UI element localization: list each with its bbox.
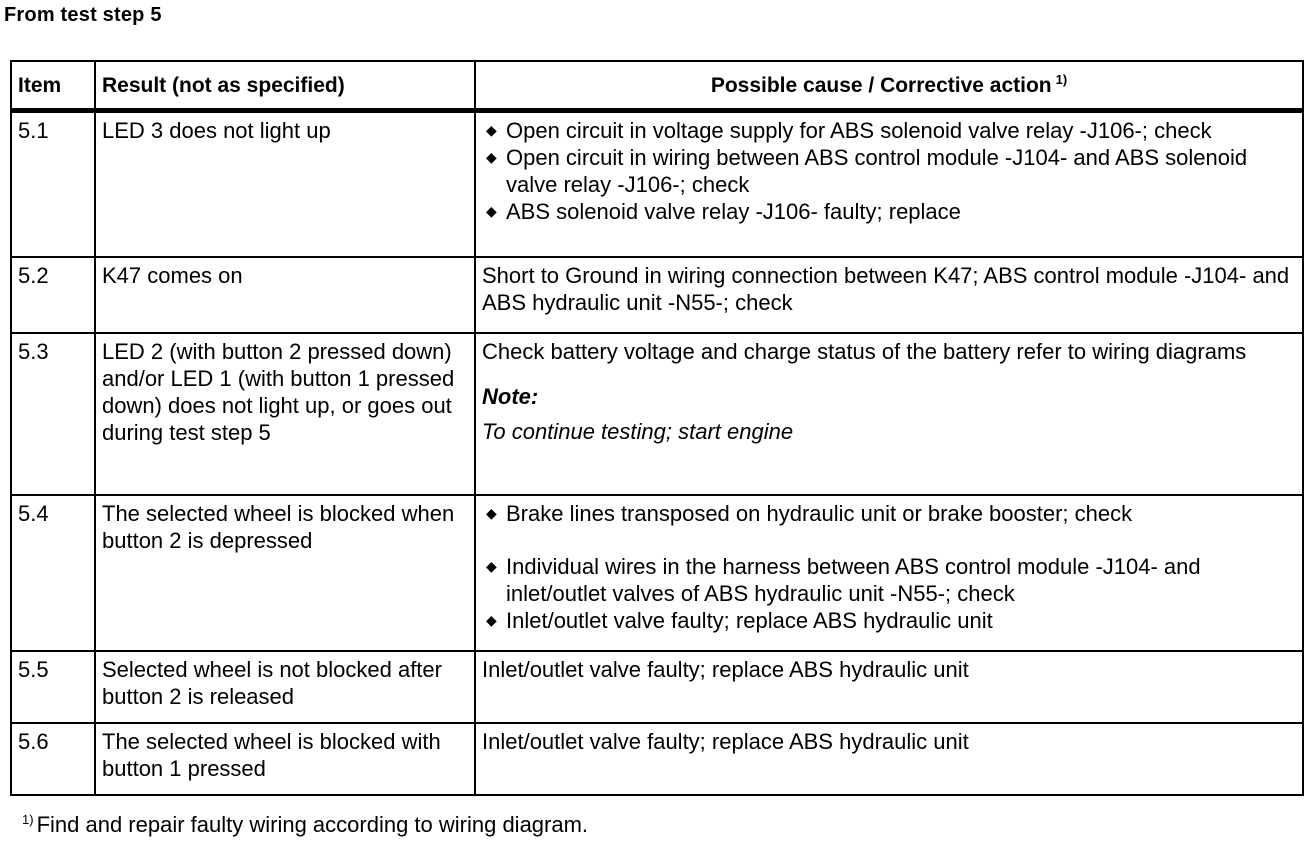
header-cause-label: Possible cause / Corrective action bbox=[710, 74, 1052, 97]
list-item bbox=[482, 500, 1296, 527]
list-item-text: Open circuit in wiring between ABS control module -J104- and ABS solenoid valve relay -J106-; check bbox=[506, 145, 1248, 197]
result-cell: The selected wheel is blocked when button 2 is depressed bbox=[95, 495, 475, 651]
footnote-text: Find and repair faulty wiring according to wiring diagram. bbox=[36, 812, 589, 837]
diamond-bullet-icon: ◆ bbox=[486, 149, 497, 165]
page-heading: From test step 5 bbox=[4, 4, 162, 26]
table-row bbox=[11, 723, 1303, 795]
result-cell: LED 2 (with button 2 pressed down) and/or LED 1 (with button 1 pressed down) does not light up, or goes out during test step 5 bbox=[95, 333, 475, 495]
note-title: Note: bbox=[482, 383, 539, 409]
cause-text: Check battery voltage and charge status of the battery refer to wiring diagrams bbox=[482, 338, 1247, 364]
list-item bbox=[482, 117, 1296, 144]
list-item bbox=[482, 553, 1296, 607]
cause-cell: Short to Ground in wiring connection between K47; ABS control module -J104- and ABS hydraulic unit -N55-; check bbox=[475, 257, 1303, 333]
list-item bbox=[482, 198, 1296, 225]
cause-cell: Inlet/outlet valve faulty; replace ABS hydraulic unit bbox=[475, 651, 1303, 723]
cause-cell bbox=[475, 495, 1303, 651]
footnote-mark: 1) bbox=[22, 811, 34, 827]
list-item-text: Open circuit in voltage supply for ABS solenoid valve relay -J106-; check bbox=[506, 118, 1212, 143]
table-header-row bbox=[11, 61, 1303, 111]
result-cell: K47 comes on bbox=[95, 257, 475, 333]
footnote bbox=[22, 812, 588, 838]
table-row bbox=[11, 651, 1303, 723]
item-cell: 5.4 bbox=[11, 495, 95, 651]
list-item-text: Individual wires in the harness between ABS control module -J104- and inlet/outlet valves of ABS hydraulic unit -N55-; check bbox=[506, 553, 1201, 606]
list-item bbox=[482, 607, 1296, 634]
cause-cell: Inlet/outlet valve faulty; replace ABS hydraulic unit bbox=[475, 723, 1303, 795]
diamond-bullet-icon: ◆ bbox=[486, 557, 497, 574]
header-result: Result (not as specified) bbox=[95, 61, 475, 111]
diamond-bullet-icon: ◆ bbox=[486, 504, 497, 521]
item-cell: 5.6 bbox=[11, 723, 95, 795]
item-cell: 5.3 bbox=[11, 333, 95, 495]
list-item-text: Inlet/outlet valve faulty; replace ABS hydraulic unit bbox=[506, 607, 993, 633]
diamond-bullet-icon: ◆ bbox=[486, 203, 497, 219]
result-cell: LED 3 does not light up bbox=[95, 111, 475, 257]
cause-cell bbox=[475, 333, 1303, 495]
item-cell: 5.2 bbox=[11, 257, 95, 333]
header-item: Item bbox=[11, 61, 95, 111]
diagnostic-table bbox=[10, 60, 1304, 796]
cause-list bbox=[482, 117, 1296, 225]
table-row bbox=[11, 333, 1303, 495]
diamond-bullet-icon: ◆ bbox=[486, 122, 497, 138]
result-cell: The selected wheel is blocked with button 1 pressed bbox=[95, 723, 475, 795]
table-row bbox=[11, 111, 1303, 257]
item-cell: 5.5 bbox=[11, 651, 95, 723]
result-cell: Selected wheel is not blocked after button 2 is released bbox=[95, 651, 475, 723]
table-row bbox=[11, 257, 1303, 333]
cause-cell bbox=[475, 111, 1303, 257]
cause-list bbox=[482, 500, 1296, 634]
table-row bbox=[11, 495, 1303, 651]
header-cause bbox=[475, 61, 1303, 111]
header-footnote-mark: 1) bbox=[1055, 72, 1068, 87]
list-item bbox=[482, 144, 1296, 198]
diamond-bullet-icon: ◆ bbox=[486, 611, 497, 628]
note-text: To continue testing; start engine bbox=[482, 418, 794, 444]
item-cell: 5.1 bbox=[11, 111, 95, 257]
list-item-text: Brake lines transposed on hydraulic unit or brake booster; check bbox=[506, 500, 1133, 526]
list-item-text: ABS solenoid valve relay -J106- faulty; replace bbox=[506, 199, 961, 224]
